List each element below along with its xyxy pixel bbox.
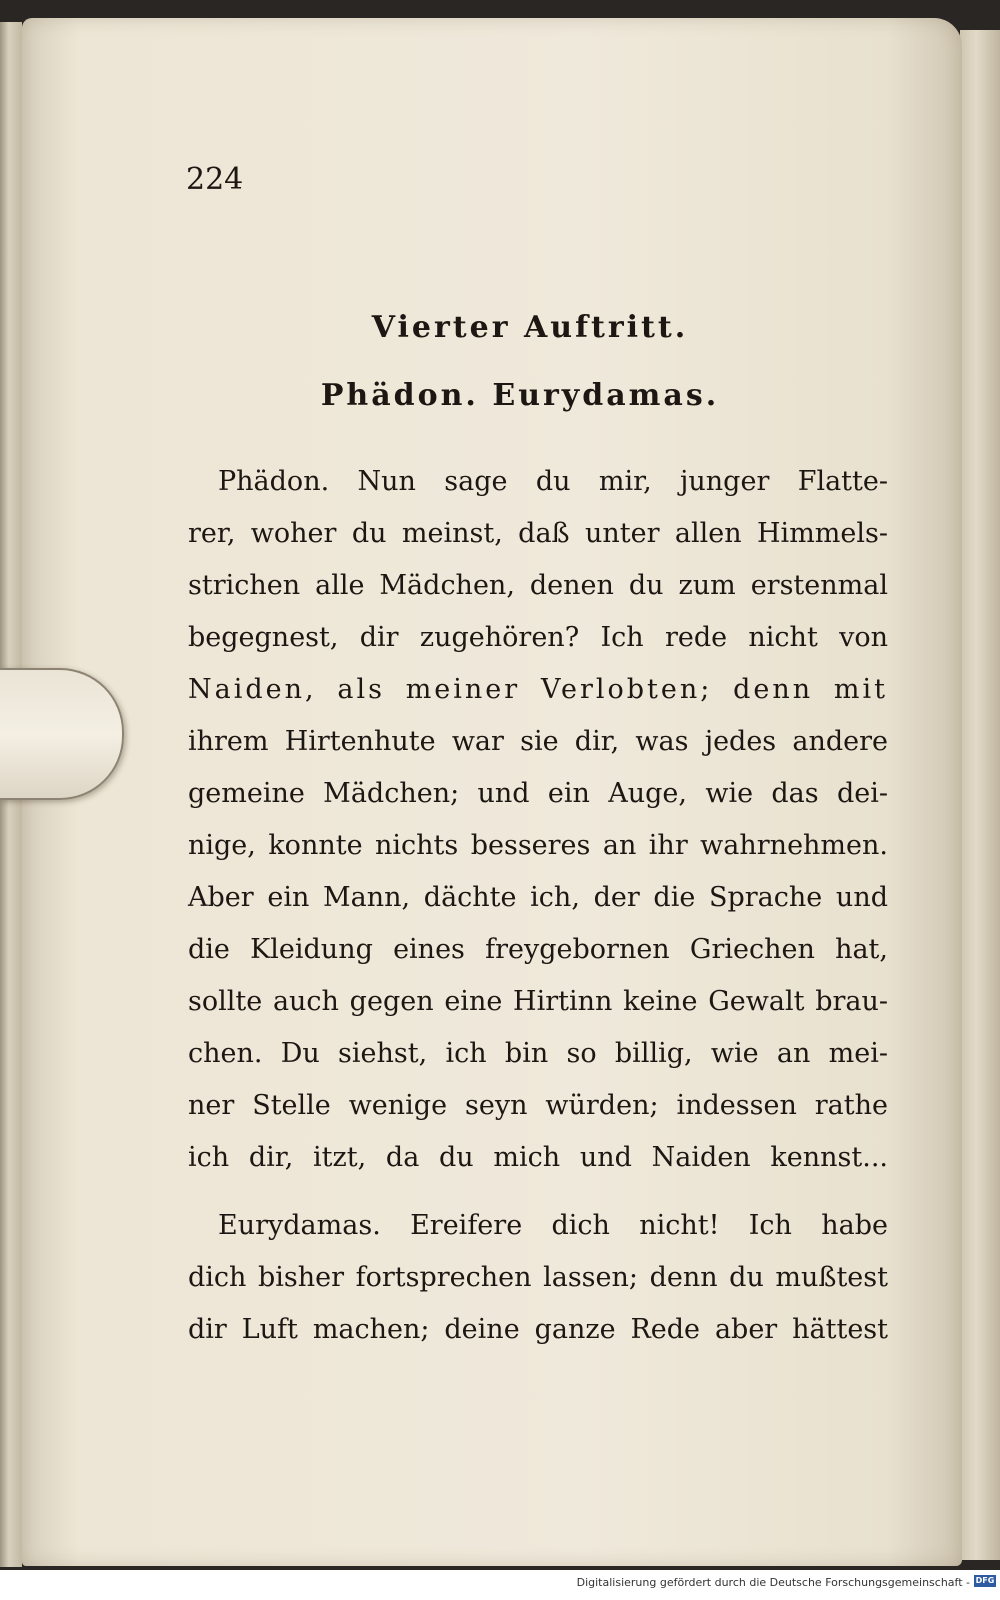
text-line: Phädon. Nun sage du mir, junger Flatte-: [218, 466, 888, 497]
text-line: begegnest, dir zugehören? Ich rede nicht von: [188, 622, 888, 653]
text-line: dir Luft machen; deine ganze Rede aber hättest: [188, 1314, 888, 1345]
scene-characters: Phädon. Eurydamas.: [320, 378, 720, 413]
text-line: ner Stelle wenige seyn würden; indessen rathe: [188, 1090, 888, 1121]
scene-heading: Vierter Auftritt.: [371, 310, 689, 345]
text-line: ihrem Hirtenhute war sie dir, was jedes andere: [188, 726, 888, 757]
dfg-logo: DFG: [975, 1576, 995, 1585]
bookmark-tab: [0, 668, 124, 800]
text-line: dich bisher fortsprechen lassen; denn du mußtest: [188, 1262, 888, 1293]
text-line: rer, woher du meinst, daß unter allen Himmels-: [188, 518, 888, 549]
text-line: Eurydamas. Ereifere dich nicht! Ich habe: [218, 1210, 888, 1241]
text-line: Aber ein Mann, dächte ich, der die Sprache und: [188, 882, 888, 913]
text-line: Naiden, als meiner Verlobten; denn mit: [188, 674, 888, 705]
text-line: die Kleidung eines freygebornen Griechen hat,: [188, 934, 888, 965]
text-line: strichen alle Mädchen, denen du zum erstenmal: [188, 570, 888, 601]
text-line: ich dir, itzt, da du mich und Naiden kennst...: [188, 1142, 888, 1173]
text-line: gemeine Mädchen; und ein Auge, wie das dei-: [188, 778, 888, 809]
text-line: chen. Du siehst, ich bin so billig, wie an mei-: [188, 1038, 888, 1069]
page-stack-edge: [960, 30, 1000, 1560]
text-line: sollte auch gegen eine Hirtinn keine Gewalt brau-: [188, 986, 888, 1017]
text-line: nige, konnte nichts besseres an ihr wahrnehmen.: [188, 830, 888, 861]
page-number: 224: [186, 162, 244, 197]
funding-credit: Digitalisierung gefördert durch die Deutsche Forschungsgemeinschaft -: [576, 1576, 970, 1589]
